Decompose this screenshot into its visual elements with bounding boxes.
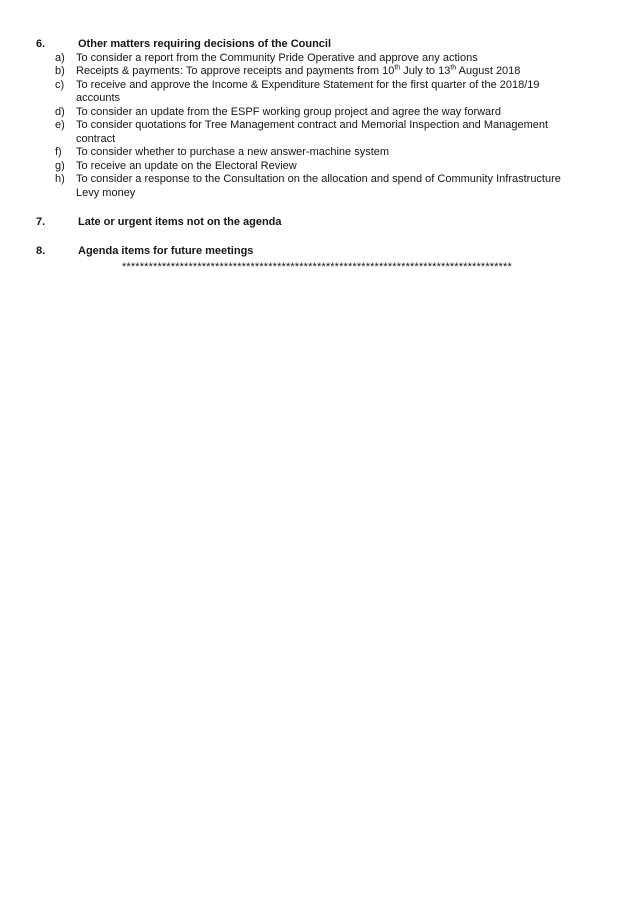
item-label: e) [55, 119, 65, 131]
text-part: July to 13 [400, 65, 451, 77]
item-text-line: To consider a response to the Consultation on the allocation and spend of Community Infrastructure [76, 173, 561, 185]
ordinal-superscript: th [394, 64, 401, 72]
agenda-content [0, 0, 640, 275]
agenda-item-c [0, 79, 640, 106]
text-part: Receipts & payments: To approve receipts and payments from 10 [76, 65, 395, 77]
item-text-line [76, 65, 520, 77]
agenda-item-h [0, 173, 640, 200]
agenda-item-a [0, 52, 640, 66]
agenda-item-f [0, 146, 640, 160]
item-text [76, 79, 613, 106]
item-text-line: contract [76, 132, 116, 145]
asterisk-separator: **************************************************************************************** [122, 261, 512, 273]
item-text [76, 65, 613, 79]
agenda-section-6 [0, 38, 640, 200]
item-label: f) [55, 146, 62, 158]
agenda-section-8 [0, 245, 640, 259]
ordinal-superscript: th [450, 64, 457, 72]
item-text: To consider an update from the ESPF working group project and agree the way forward [76, 105, 501, 118]
agenda-section-7 [0, 216, 640, 230]
item-label: b) [55, 65, 65, 77]
section-6-heading-row [0, 38, 640, 52]
agenda-item-d [0, 106, 640, 120]
agenda-item-g [0, 160, 640, 174]
item-text-line: To consider quotations for Tree Management contract and Memorial Inspection and Management [76, 119, 549, 131]
section-heading: Other matters requiring decisions of the Council [78, 38, 332, 50]
section-heading: Late or urgent items not on the agenda [78, 215, 282, 228]
section-number: 6. [36, 38, 46, 50]
item-label: h) [55, 173, 65, 185]
item-text: To receive an update on the Electoral Review [76, 159, 297, 172]
item-label: g) [55, 159, 65, 172]
item-label: d) [55, 105, 65, 118]
agenda-item-b [0, 65, 640, 79]
agenda-item-e [0, 119, 640, 146]
item-text [76, 173, 613, 200]
section-number: 7. [36, 215, 46, 228]
item-label: c) [55, 78, 65, 91]
section-number: 8. [36, 244, 46, 257]
item-text-line: To receive and approve the Income & Expenditure Statement for the first quarter of the 2018/19 [76, 78, 540, 91]
item-text-line: accounts [76, 92, 121, 104]
item-text: To consider a report from the Community Pride Operative and approve any actions [76, 51, 478, 64]
item-text: To consider whether to purchase a new answer-machine system [76, 146, 390, 158]
item-label: a) [55, 51, 65, 64]
text-part: August 2018 [456, 65, 521, 77]
section-heading: Agenda items for future meetings [78, 244, 254, 257]
item-text-line: Levy money [76, 186, 136, 199]
item-text [76, 119, 613, 146]
